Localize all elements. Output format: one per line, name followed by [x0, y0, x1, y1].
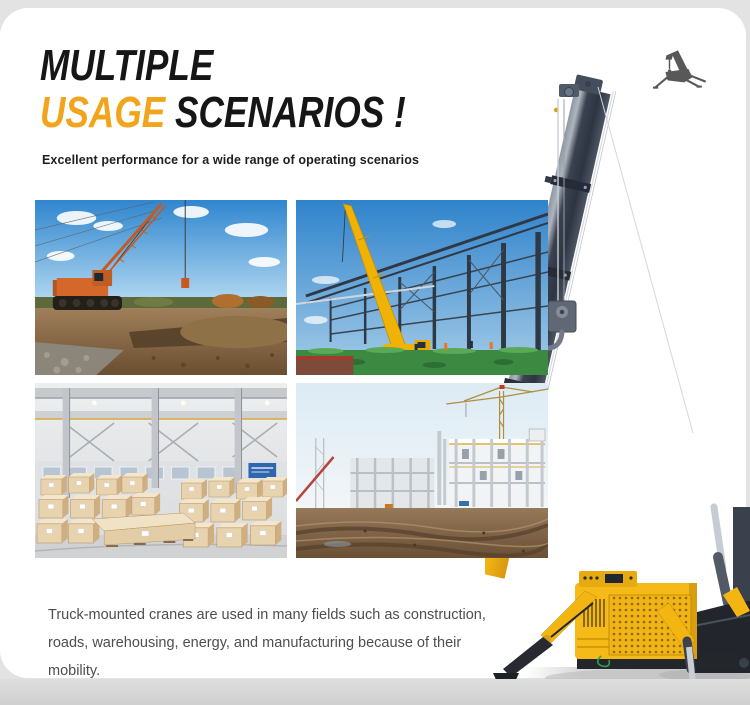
description-line: Truck-mounted cranes are used in many fields such as construction,	[48, 606, 486, 623]
spider-crane-logo-icon	[653, 50, 707, 92]
description	[48, 601, 486, 685]
headline-line1: MULTIPLE	[40, 41, 214, 90]
photo-crawler-crane-site	[35, 200, 287, 375]
headline	[40, 42, 406, 136]
lift-cylinder	[714, 507, 728, 603]
description-line: roads, warehousing, energy, and manufacturing because of their	[48, 634, 462, 651]
photo-steel-structure	[296, 200, 548, 375]
headline-line2-rest: SCENARIOS !	[165, 88, 406, 137]
subtitle: Excellent performance for a wide range of operating scenarios	[42, 153, 420, 167]
photo-plant-construction	[296, 383, 548, 558]
headline-line2	[40, 89, 406, 136]
scenario-photo-grid	[35, 200, 548, 558]
photo-warehouse	[35, 383, 287, 558]
concrete-frame-right	[449, 429, 545, 507]
concrete-frame-left	[350, 458, 434, 511]
headline-highlight: USAGE	[40, 88, 166, 137]
floor-strip	[0, 679, 750, 705]
description-line: mobility.	[48, 662, 101, 679]
